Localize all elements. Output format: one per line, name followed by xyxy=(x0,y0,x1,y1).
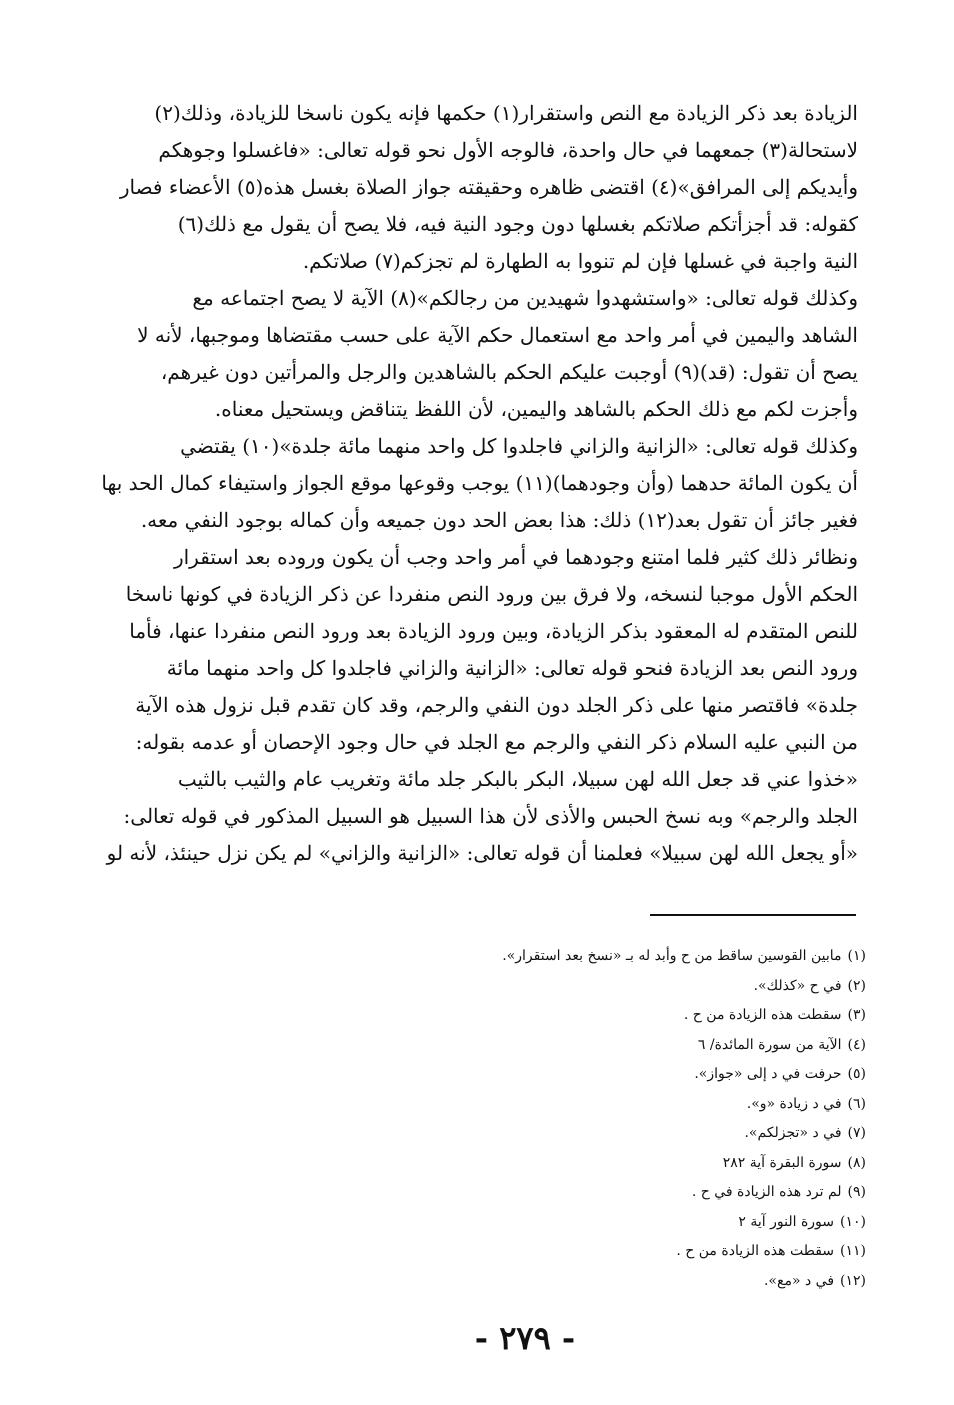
footnote xyxy=(380,1149,866,1179)
text-line: جلدة» فاقتصر منها على ذكر الجلد دون النفي والرجم، وقد كان تقدم قبل نزول هذه الآية xyxy=(135,693,858,717)
footnote xyxy=(380,1178,866,1208)
footnote-number: (١) xyxy=(847,948,866,964)
footnote-text: سورة البقرة آية ٢٨٢ xyxy=(722,1154,842,1171)
footnote-number: (٥) xyxy=(847,1066,866,1082)
footnote xyxy=(380,972,866,1002)
text-line: الجلد والرجم» وبه نسخ الحبس والأذى لأن هذا السبيل هو السبيل المذكور في قوله تعالى: xyxy=(123,804,858,828)
footnote-number: (٣) xyxy=(847,1007,866,1023)
footnote-text: في د «مع». xyxy=(763,1272,835,1289)
page-number: - ٢٧٩ - xyxy=(474,1319,576,1357)
footnote-number: (١٢) xyxy=(840,1272,866,1289)
text-line: فغير جائز أن تقول بعد(١٢) ذلك: هذا بعض الحد دون جميعه وأن كماله بوجود النفي معه. xyxy=(140,508,858,532)
text-line: لاستحالة(٣) جمعهما في حال واحدة، فالوجه الأول نحو قوله تعالى: «فاغسلوا وجوهكم xyxy=(158,138,858,162)
text-line: من النبي عليه السلام ذكر النفي والرجم مع الجلد في حال وجود الإحصان أو عدمه بقوله: xyxy=(135,730,858,754)
text-line: «أو يجعل الله لهن سبيلا» فعلمنا أن قوله تعالى: «الزانية والزاني» لم يكن نزل حينئذ، لأنه لو xyxy=(106,841,858,865)
text-line: الحكم الأول موجبا لنسخه، ولا فرق بين ورود النص منفردا عن ذكر الزيادة في كونها ناسخا xyxy=(125,582,858,606)
text-line: يصح أن تقول: (قد)(٩) أوجبت عليكم الحكم بالشاهدين والرجل والمرأتين دون غيرهم، xyxy=(160,360,858,384)
footnote-text: مابين القوسين ساقط من ح وأبد له بـ «نسخ بعد استقرار». xyxy=(502,948,842,964)
footnote-number: (٩) xyxy=(847,1184,866,1200)
footnote xyxy=(380,1031,866,1061)
text-line: وأيديكم إلى المرافق»(٤) اقتضى ظاهره وحقيقته جواز الصلاة بغسل هذه(٥) الأعضاء فصار xyxy=(119,175,858,199)
footnote-text: في ح «كذلك». xyxy=(753,977,842,994)
footnote xyxy=(380,1208,866,1238)
text-line: أن يكون المائة حدهما (وأن وجودهما)(١١) يوجب وقوعها موقع الجواز واستيفاء كمال الحد بها xyxy=(101,471,858,495)
footnote xyxy=(380,1237,866,1267)
text-line: للنص المتقدم له المعقود بذكر الزيادة، وبين ورود الزيادة بعد ورود النص منفردا عنها، فأما xyxy=(129,619,858,643)
footnote xyxy=(380,1267,866,1297)
footnote-number: (٤) xyxy=(847,1036,866,1053)
footnote-text: لم ترد هذه الزيادة في ح . xyxy=(691,1184,842,1200)
footnote-text: سقطت هذه الزيادة من ح . xyxy=(683,1007,842,1023)
footnote-text: سورة النور آية ٢ xyxy=(738,1213,835,1230)
text-line: وأجزت لكم مع ذلك الحكم بالشاهد واليمين، لأن اللفظ يتناقض ويستحيل معناه. xyxy=(214,397,858,421)
footnote xyxy=(380,1060,866,1090)
footnotes xyxy=(380,942,866,1296)
text-line: ورود النص بعد الزيادة فنحو قوله تعالى: «الزانية والزاني فاجلدوا كل واحد منهما مائة xyxy=(166,656,858,680)
text-line: النية واجبة في غسلها فإن لم تنووا به الطهارة لم تجزكم(٧) صلاتكم. xyxy=(302,249,858,273)
footnote-number: (٧) xyxy=(847,1125,866,1141)
footnote-text: حرفت في د إلى «جواز». xyxy=(694,1066,842,1082)
text-line: ونظائر ذلك كثير فلما امتنع وجودهما في أمر واحد وجب أن يكون وروده بعد استقرار xyxy=(173,545,858,569)
footnote-number: (٦) xyxy=(847,1095,866,1112)
footnote-text: في د زيادة «و». xyxy=(746,1095,842,1112)
footnote-divider xyxy=(650,914,856,916)
footnote-number: (١٠) xyxy=(840,1213,866,1230)
footnote-number: (٨) xyxy=(847,1154,866,1171)
text-line: الزيادة بعد ذكر الزيادة مع النص واستقرار(١) حكمها فإنه يكون ناسخا للزيادة، وذلك(٢) xyxy=(154,101,858,125)
text-line: الشاهد واليمين في أمر واحد مع استعمال حكم الآية على حسب مقتضاها وموجبها، لأنه لا xyxy=(137,323,858,347)
footnote-text: الآية من سورة المائدة/ ٦ xyxy=(697,1036,842,1053)
text-line: وكذلك قوله تعالى: «واستشهدوا شهيدين من رجالكم»(٨) الآية لا يصح اجتماعه مع xyxy=(192,286,858,310)
footnote-number: (٢) xyxy=(847,977,866,994)
footnote-number: (١١) xyxy=(840,1243,866,1259)
footnote xyxy=(380,942,866,972)
main-text xyxy=(101,95,858,872)
footnote xyxy=(380,1001,866,1031)
footnote xyxy=(380,1119,866,1149)
text-line: وكذلك قوله تعالى: «الزانية والزاني فاجلدوا كل واحد منهما مائة جلدة»(١٠) يقتضي xyxy=(180,434,858,458)
footnote xyxy=(380,1090,866,1120)
text-line: «خذوا عني قد جعل الله لهن سبيلا، البكر بالبكر جلد مائة وتغريب عام والثيب بالثيب xyxy=(177,767,858,791)
footnote-text: في د «تجزلكم». xyxy=(744,1125,842,1141)
footnote-text: سقطت هذه الزيادة من ح . xyxy=(676,1243,835,1259)
text-line: كقوله: قد أجزأتكم صلاتكم بغسلها دون وجود النية فيه، فلا يصح أن يقول مع ذلك(٦) xyxy=(177,212,858,236)
